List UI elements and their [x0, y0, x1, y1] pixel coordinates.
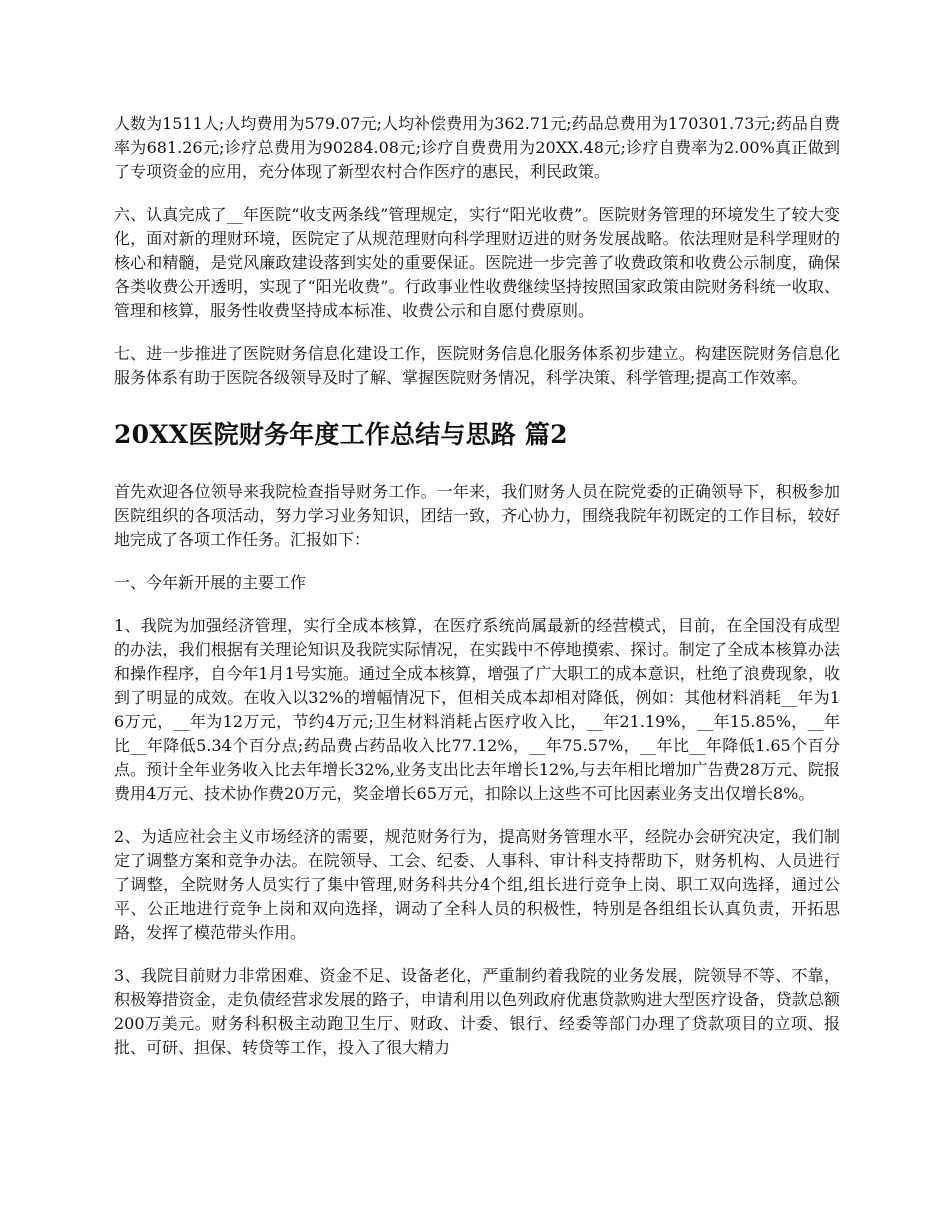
- paragraph-statistics: 人数为1511人;人均费用为579.07元;人均补偿费用为362.71元;药品总费用为170301.73元;药品自费率为681.26元;诊疗总费用为90284.08元;诊疗自费费用为20XX.48元;诊疗自费率为2.00%真正做到了专项资金的应用，充分体现了新型农村合作医疗的惠民，利民政策。: [114, 114, 840, 181]
- paragraph-item-3: 3、我院目前财力非常困难、资金不足、设备老化，严重制约着我院的业务发展，院领导不等、不靠，积极筹措资金，走负债经营求发展的路子，申请利用以色列政府优惠贷款购进大型医疗设备，贷款总额200万美元。财务科积极主动跑卫生厅、财政、计委、银行、经委等部门办理了贷款项目的立项、报批、可研、担保、转贷等工作，投入了很大精力: [114, 966, 840, 1057]
- section-heading: 20XX医院财务年度工作总结与思路 篇2: [114, 420, 568, 449]
- paragraph-item-1: 1、我院为加强经济管理，实行全成本核算，在医疗系统尚属最新的经营模式，目前，在全国没有成型的办法，我们根据有关理论知识及我院实际情况，在实践中不停地摸索、探讨。制定了全成本核算办法和操作程序，自今年1月1号实施。通过全成本核算，增强了广大职工的成本意识，杜绝了浪费现象，收到了明显的成效。在收入以32%的增幅情况下，但相关成本却相对降低，例如：其他材料消耗__年为16万元，__年为12万元，节约4万元;卫生材料消耗占医疗收入比，__年21.19%，__年15.85%，__年比__年降低5.34个百分点;药品费占药品收入比77.12%，__年75.57%，__年比__年降低1.65个百分点。预计全年业务收入比去年增长32%,业务支出比去年增长12%,与去年相比增加广告费28万元、院报费用4万元、技术协作费20万元，奖金增长65万元，扣除以上这些不可比因素业务支出仅增长8%。: [114, 616, 840, 803]
- paragraph-section-six: 六、认真完成了__年医院“收支两条线”管理规定，实行“阳光收费”。医院财务管理的环境发生了较大变化，面对新的理财环境，医院定了从规范理财向科学理财迈进的财务发展战略。依法理财是科学理财的核心和精髓，是党风廉政建设落到实处的重要保证。医院进一步完善了收费政策和收费公示制度，确保各类收费公开透明，实现了“阳光收费”。行政事业性收费继续坚持按照国家政策由院财务科统一收取、管理和核算，服务性收费坚持成本标准、收费公示和自愿付费原则。: [114, 205, 840, 320]
- paragraph-intro: 首先欢迎各位领导来我院检查指导财务工作。一年来，我们财务人员在院党委的正确领导下，积极参加医院组织的各项活动，努力学习业务知识，团结一致，齐心协力，围绕我院年初既定的工作目标，较好地完成了各项工作任务。汇报如下：: [114, 482, 840, 549]
- paragraph-item-2: 2、为适应社会主义市场经济的需要，规范财务行为，提高财务管理水平，经院办会研究决定，我们制定了调整方案和竞争办法。在院领导、工会、纪委、人事科、审计科支持帮助下，财务机构、人员进行了调整，全院财务人员实行了集中管理,财务科共分4个组,组长进行竞争上岗、职工双向选择，通过公平、公正地进行竞争上岗和双向选择，调动了全科人员的积极性，特别是各组组长认真负责，开拓思路，发挥了模范带头作用。: [114, 827, 840, 942]
- paragraph-subheading-main-work: 一、今年新开展的主要工作: [114, 573, 307, 592]
- paragraph-section-seven: 七、进一步推进了医院财务信息化建设工作，医院财务信息化服务体系初步建立。构建医院财务信息化服务体系有助于医院各级领导及时了解、掌握医院财务情况，科学决策、科学管理;提高工作效率。: [114, 344, 840, 387]
- document-page: [114, 112, 840, 1079]
